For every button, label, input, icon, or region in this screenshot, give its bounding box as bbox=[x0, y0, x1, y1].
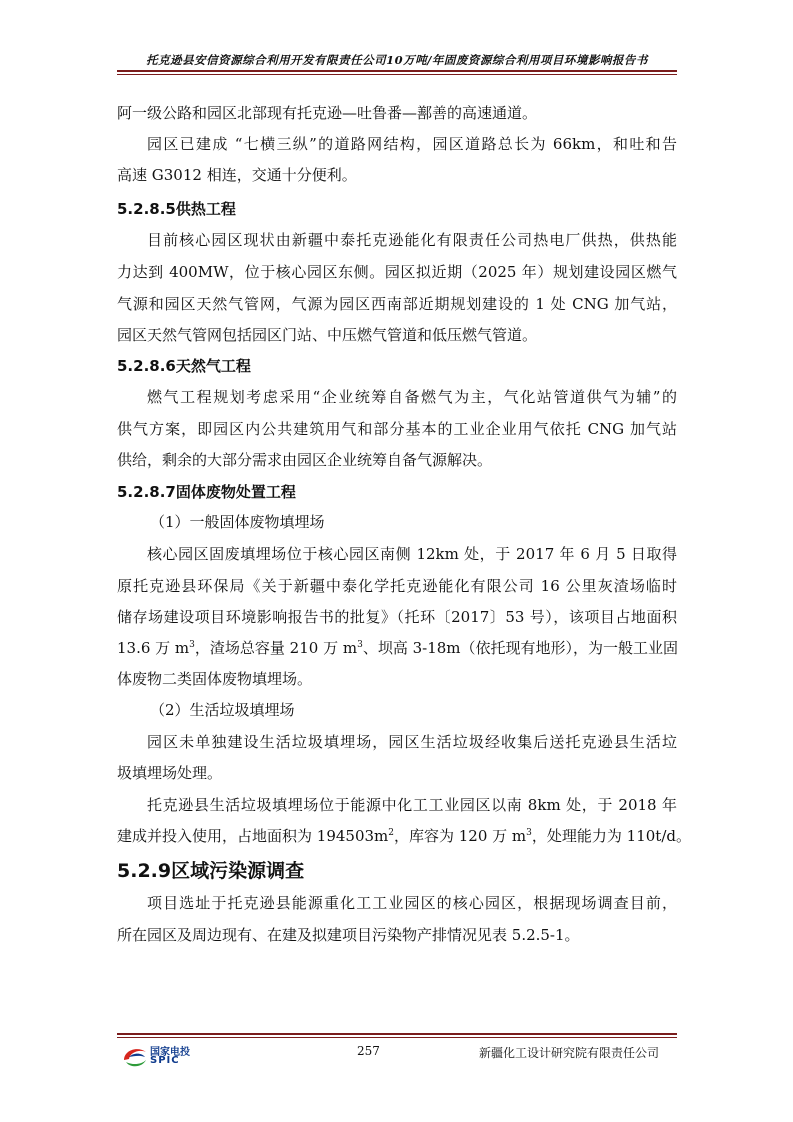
paragraph-line: 燃气工程规划考虑采用“企业统筹自备燃气为主，气化站管道供气为辅”的 bbox=[147, 388, 677, 406]
paragraph-line: 阿一级公路和园区北部现有托克逊—吐鲁番—鄯善的高速通道。 bbox=[117, 104, 538, 122]
section-heading: 5.2.8.7固体废物处置工程 bbox=[117, 483, 296, 501]
header-rule-thin bbox=[117, 74, 677, 75]
superscript: 2 bbox=[388, 828, 394, 838]
paragraph-line: 高速 G3012 相连，交通十分便利。 bbox=[117, 166, 357, 184]
section-heading: 5.2.8.6天然气工程 bbox=[117, 357, 251, 375]
logo-text-cn: 国家电投 bbox=[150, 1047, 190, 1058]
paragraph-line: 供气方案，即园区内公共建筑用气和部分基本的工业企业用气依托 CNG 加气站 bbox=[117, 420, 677, 438]
paragraph-line: 圾填埋场处理。 bbox=[117, 764, 223, 782]
paragraph-line: 园区已建成 “七横三纵”的道路网结构，园区道路总长为 66km，和吐和告 bbox=[147, 135, 677, 153]
text-run: ，处理能力为 110t/d。 bbox=[531, 827, 691, 845]
superscript: 3 bbox=[189, 640, 195, 650]
text-run: 、坝高 3-18m（依托现有地形），为一般工业固 bbox=[362, 639, 679, 657]
superscript: 3 bbox=[526, 828, 532, 838]
paragraph-line bbox=[117, 827, 691, 845]
subsection-label: （1）一般固体废物填埋场 bbox=[150, 513, 325, 531]
text-run: ，渣场总容量 210 万 m bbox=[194, 639, 358, 657]
paragraph-line: 目前核心园区现状由新疆中泰托克逊能化有限责任公司热电厂供热，供热能 bbox=[147, 231, 677, 249]
paragraph-line: 力达到 400MW，位于核心园区东侧。园区拟近期（2025 年）规划建设园区燃气 bbox=[117, 263, 677, 281]
superscript: 3 bbox=[357, 640, 363, 650]
paragraph-line: 园区天然气管网包括园区门站、中压燃气管道和低压燃气管道。 bbox=[117, 326, 538, 344]
paragraph-line: 气源和园区天然气管网，气源为园区西南部近期规划建设的 1 处 CNG 加气站， bbox=[117, 295, 677, 313]
footer-company: 新疆化工设计研究院有限责任公司 bbox=[479, 1046, 660, 1060]
paragraph-line bbox=[117, 639, 677, 657]
paragraph-line: 原托克逊县环保局《关于新疆中泰化学托克逊能化有限公司 16 公里灰渣场临时 bbox=[117, 577, 677, 595]
paragraph-line: 项目选址于托克逊县能源重化工工业园区的核心园区，根据现场调查目前， bbox=[147, 894, 677, 912]
paragraph-line: 托克逊县生活垃圾填埋场位于能源中化工工业园区以南 8km 处，于 2018 年 bbox=[147, 796, 677, 814]
text-run: ，库容为 120 万 m bbox=[394, 827, 527, 845]
paragraph-line: 体废物二类固体废物填埋场。 bbox=[117, 670, 313, 688]
logo-text-en: SPIC bbox=[150, 1055, 180, 1066]
paragraph-line: 核心园区固废填埋场位于核心园区南侧 12km 处，于 2017 年 6 月 5 日取得 bbox=[147, 545, 677, 563]
footer-rule-thick bbox=[117, 1033, 677, 1035]
subsection-label: （2）生活垃圾填埋场 bbox=[150, 701, 295, 719]
text-run: 建成并投入使用，占地面积为 194503m bbox=[117, 827, 389, 845]
section-heading: 5.2.8.5供热工程 bbox=[117, 200, 236, 218]
paragraph-line: 所在园区及周边现有、在建及拟建项目污染物产排情况见表 5.2.5-1。 bbox=[117, 926, 580, 944]
text-run: 13.6 万 m bbox=[117, 639, 190, 657]
footer-rule-thin bbox=[117, 1037, 677, 1038]
header-rule-thick bbox=[117, 70, 677, 72]
paragraph-line: 园区未单独建设生活垃圾填埋场，园区生活垃圾经收集后送托克逊县生活垃 bbox=[147, 733, 677, 751]
document-title: 托克逊县安信资源综合利用开发有限责任公司10万吨/年固废资源综合利用项目环境影响报告书 bbox=[146, 53, 648, 67]
paragraph-line: 供给，剩余的大部分需求由园区企业统筹自备气源解决。 bbox=[117, 451, 493, 469]
paragraph-line: 储存场建设项目环境影响报告书的批复》（托环〔2017〕53 号），该项目占地面积 bbox=[117, 608, 677, 626]
page-number: 257 bbox=[357, 1044, 380, 1058]
section-heading: 5.2.9区域污染源调查 bbox=[117, 860, 305, 882]
